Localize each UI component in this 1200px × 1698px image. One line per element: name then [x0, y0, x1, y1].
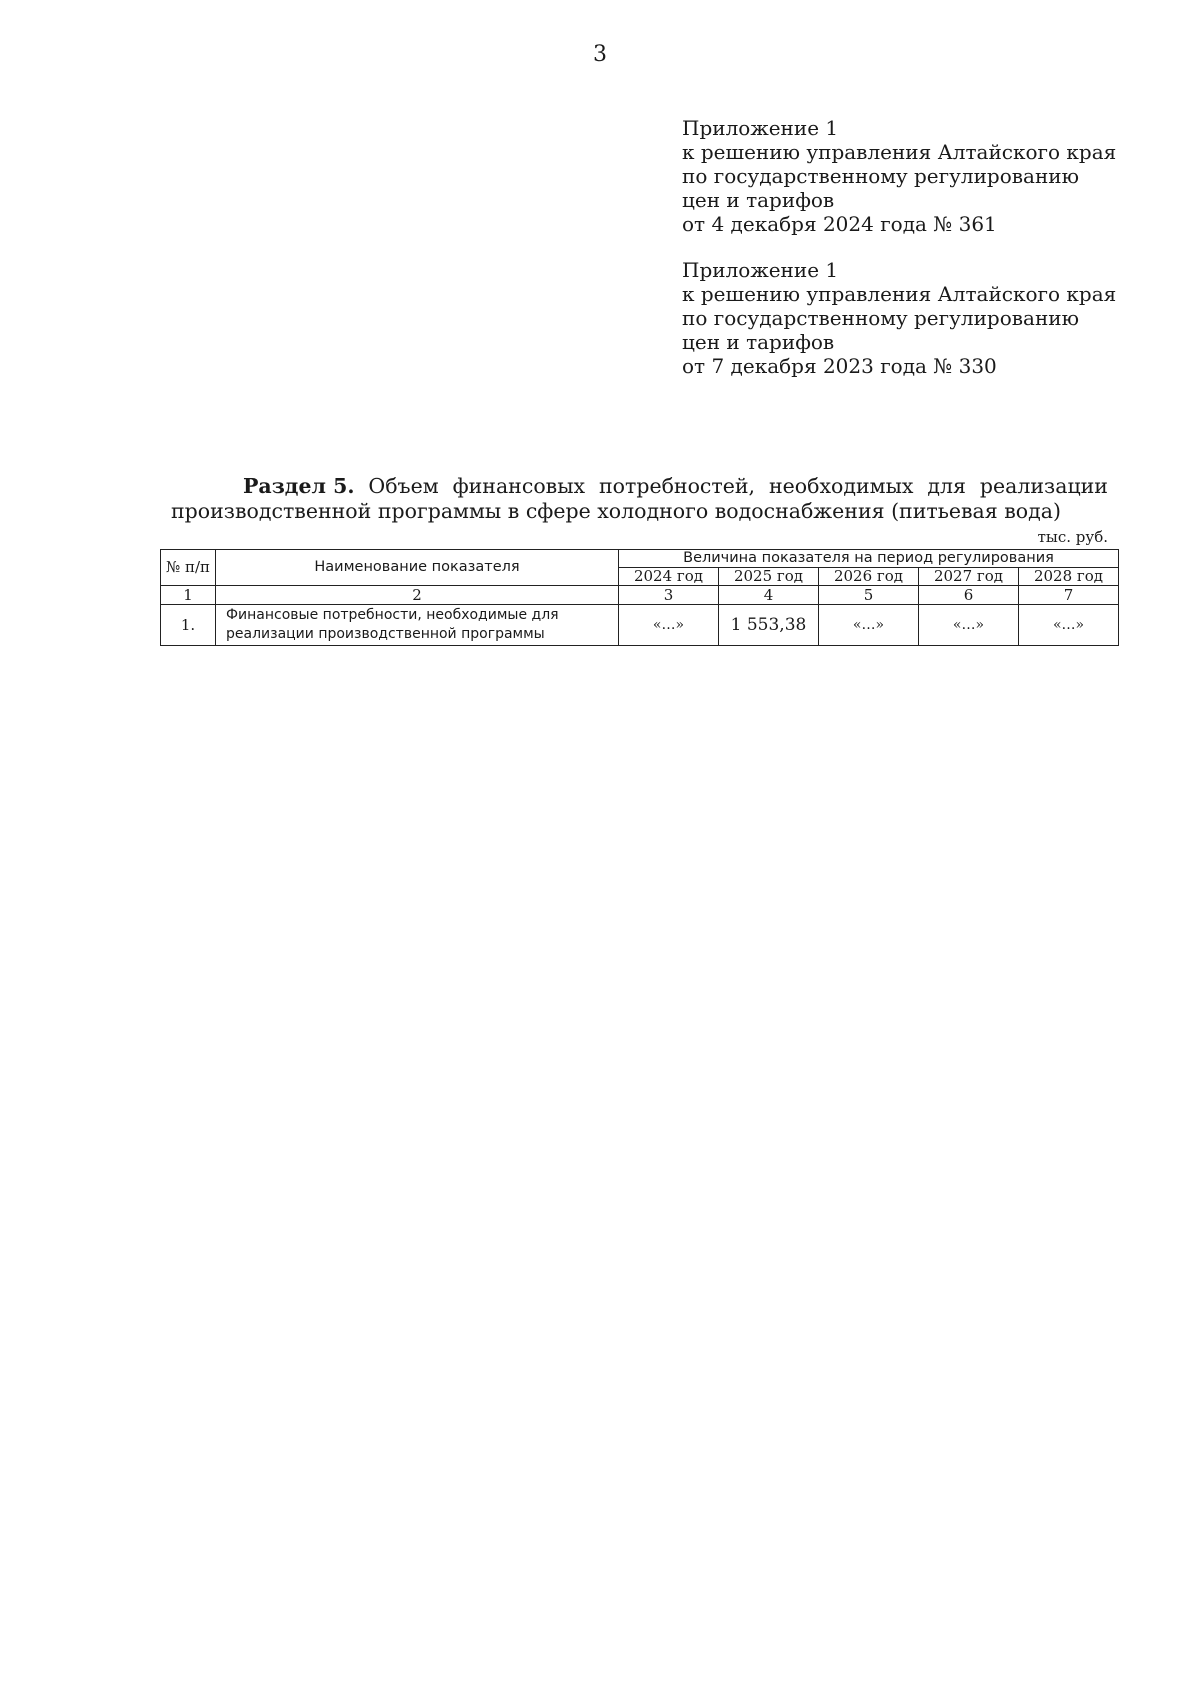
appendix-previous-block	[682, 258, 1142, 378]
year-header: 2026 год	[819, 568, 919, 586]
section-heading-line2: производственной программы в сфере холодного водоснабжения (питьевая вода)	[171, 499, 1061, 523]
appendix-line: Приложение 1	[682, 258, 839, 282]
appendix-line: Приложение 1	[682, 116, 839, 140]
appendix-line: к решению управления Алтайского края	[682, 282, 1117, 306]
year-header: 2025 год	[719, 568, 819, 586]
section-word: реализации	[979, 474, 1108, 498]
appendix-line: по государственному регулированию	[682, 306, 1080, 330]
row-number: 1.	[161, 605, 216, 646]
page-number: 3	[593, 42, 607, 67]
column-number: 3	[619, 586, 719, 605]
table-header-row	[161, 550, 1119, 568]
section-word: для	[927, 474, 966, 498]
row-value: «…»	[1019, 605, 1119, 646]
year-header: 2024 год	[619, 568, 719, 586]
appendix-line: от 4 декабря 2024 года № 361	[682, 212, 997, 236]
section-word: необходимых	[768, 474, 914, 498]
row-value: «…»	[919, 605, 1019, 646]
column-number: 5	[819, 586, 919, 605]
column-number: 6	[919, 586, 1019, 605]
appendix-line: к решению управления Алтайского края	[682, 140, 1117, 164]
row-value: «…»	[819, 605, 919, 646]
units-label: тыс. руб.	[1037, 528, 1108, 546]
section-heading-line1	[171, 474, 1108, 499]
table-row	[161, 605, 1119, 646]
column-number: 4	[719, 586, 819, 605]
section-word: Объем	[368, 474, 439, 498]
column-numbers-row	[161, 586, 1119, 605]
appendix-line: от 7 декабря 2023 года № 330	[682, 354, 997, 378]
column-number: 1	[161, 586, 216, 605]
financial-needs-table	[160, 549, 1119, 646]
year-header: 2027 год	[919, 568, 1019, 586]
year-header: 2028 год	[1019, 568, 1119, 586]
column-number: 2	[216, 586, 619, 605]
row-name: Финансовые потребности, необходимые для реализации производственной программы	[216, 605, 619, 646]
section-heading	[171, 474, 1108, 524]
name-column-header: Наименование показателя	[216, 550, 619, 586]
appendix-line: цен и тарифов	[682, 330, 835, 354]
appendix-line: по государственному регулированию	[682, 164, 1080, 188]
section-label: Раздел 5.	[243, 474, 355, 498]
number-column-header: № п/п	[161, 550, 216, 586]
section-word: финансовых	[452, 474, 586, 498]
row-value: «…»	[619, 605, 719, 646]
column-number: 7	[1019, 586, 1119, 605]
period-column-header: Величина показателя на период регулирования	[619, 550, 1119, 568]
appendix-current-block	[682, 116, 1142, 236]
appendix-line: цен и тарифов	[682, 188, 835, 212]
row-value: 1 553,38	[719, 605, 819, 646]
section-word: потребностей,	[598, 474, 756, 498]
